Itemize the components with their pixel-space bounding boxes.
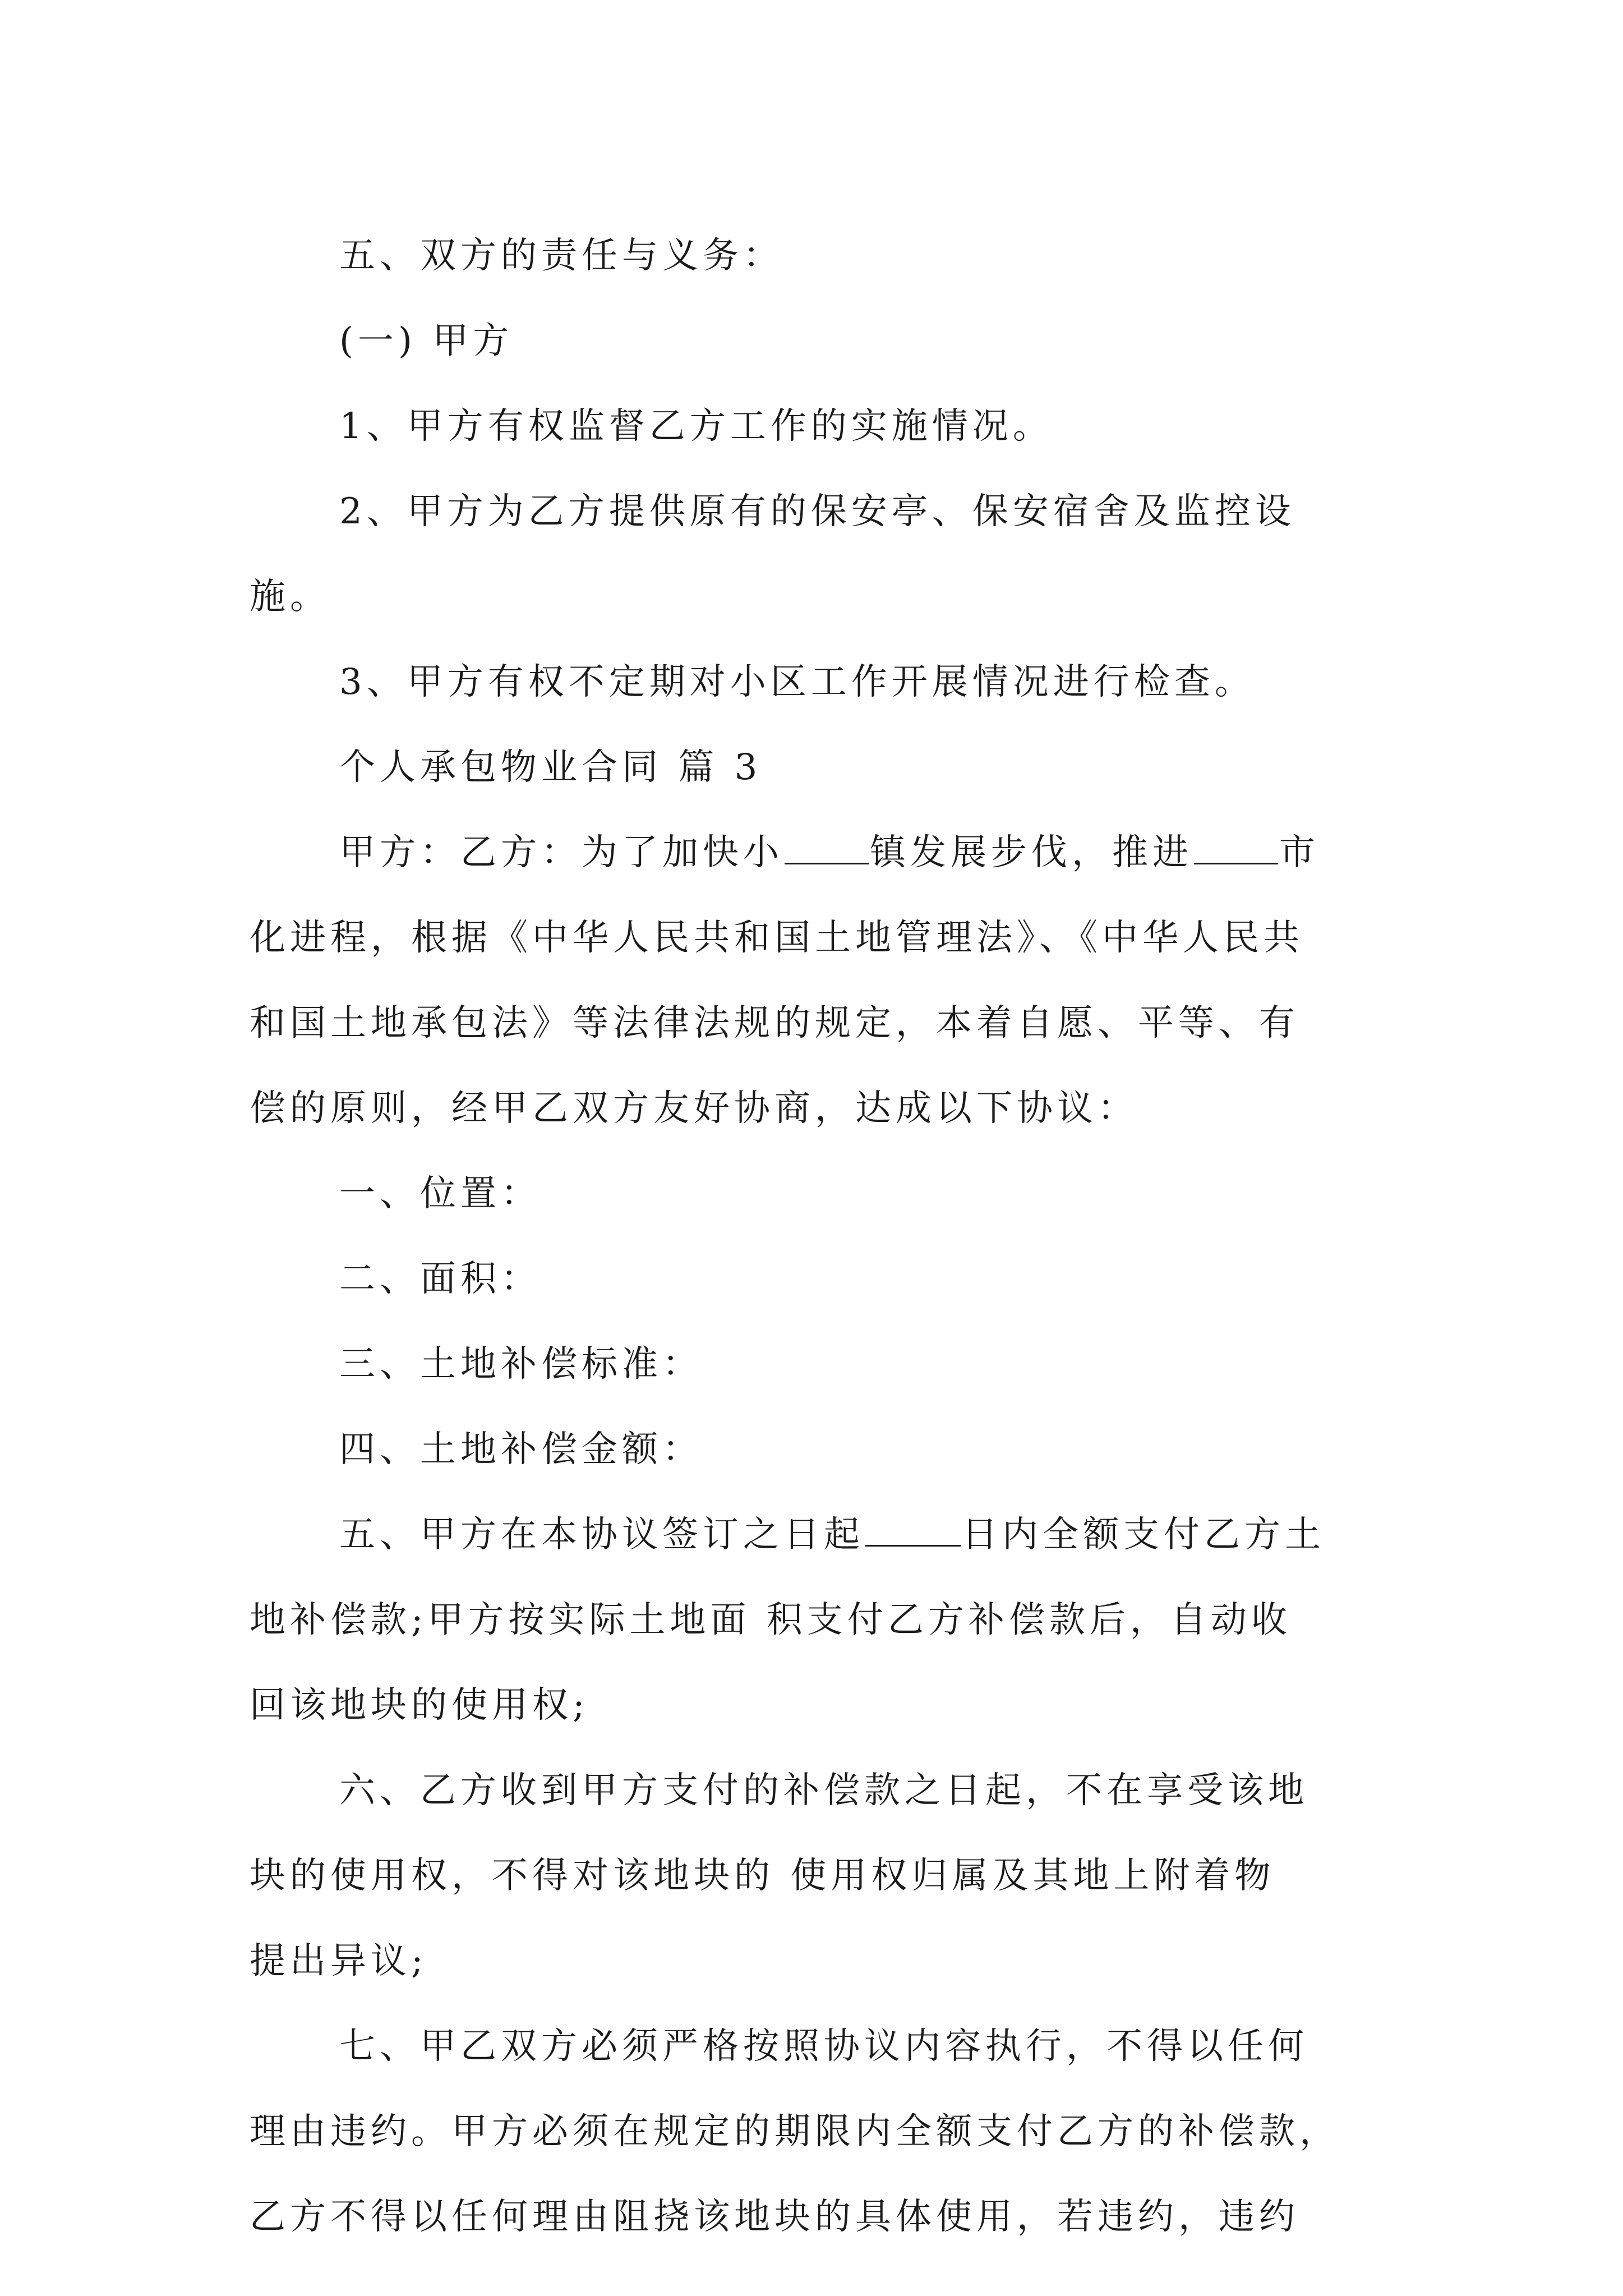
contract-title: 个人承包物业合同 篇 3 (339, 747, 762, 788)
preamble-line-3: 和国土地承包法》等法律法规的规定，本着自愿、平等、有 (250, 1002, 1299, 1044)
preamble-text-c: 市 (1279, 832, 1320, 873)
days-blank (865, 1512, 961, 1547)
clause-1: 1、甲方有权监督乙方工作的实施情况。 (339, 406, 1053, 447)
preamble-line-1 (250, 810, 1382, 895)
item-6-line-3: 提出异议; (250, 1940, 428, 1982)
item-5-line-1 (250, 1492, 1382, 1577)
preamble-line-2: 化进程，根据《中华人民共和国土地管理法》、《中华人民共 (250, 917, 1304, 959)
item-6-line-1: 六、乙方收到甲方支付的补偿款之日起，不在享受该地 (339, 1770, 1308, 1811)
town-blank (785, 830, 869, 864)
subsection-party-a: (一) 甲方 (339, 320, 514, 362)
clause-2-line-2: 施。 (250, 576, 330, 618)
item-5-line-3: 回该地块的使用权; (250, 1685, 589, 1726)
item-7-line-2: 理由违约。甲方必须在规定的期限内全额支付乙方的补偿款， (250, 2111, 1340, 2152)
item-7-line-3: 乙方不得以任何理由阻挠该地块的具体使用，若违约，违约 (250, 2196, 1299, 2238)
item-6-line-2: 块的使用权，不得对该地块的 使用权归属及其地上附着物 (250, 1855, 1275, 1897)
item-location: 一、位置： (339, 1173, 541, 1214)
item-area: 二、面积： (339, 1258, 541, 1300)
item-5-text-a: 五、甲方在本协议签订之日起 (339, 1514, 864, 1556)
clause-2-line-1: 2、甲方为乙方提供原有的保安亭、保安宿舍及监控设 (339, 491, 1295, 532)
preamble-text-b: 镇发展步伐，推进 (870, 832, 1193, 873)
clause-3: 3、甲方有权不定期对小区工作开展情况进行检查。 (339, 661, 1255, 703)
preamble-text-a: 甲方：乙方：为了加快小 (339, 832, 783, 873)
preamble-line-4: 偿的原则，经甲乙双方友好协商，达成以下协议： (250, 1088, 1138, 1129)
item-compensation-standard: 三、土地补偿标准： (339, 1343, 703, 1385)
item-5-text-b: 日内全额支付乙方土 (962, 1514, 1325, 1556)
item-7-line-1: 七、甲乙双方必须严格按照协议内容执行，不得以任何 (339, 2026, 1308, 2067)
section-heading-responsibilities: 五、双方的责任与义务： (339, 235, 783, 277)
city-blank (1194, 830, 1278, 864)
item-compensation-amount: 四、土地补偿金额： (339, 1429, 703, 1470)
item-5-line-2: 地补偿款;甲方按实际土地面 积支付乙方补偿款后，自动收 (250, 1599, 1292, 1641)
document-body (250, 213, 1382, 2260)
